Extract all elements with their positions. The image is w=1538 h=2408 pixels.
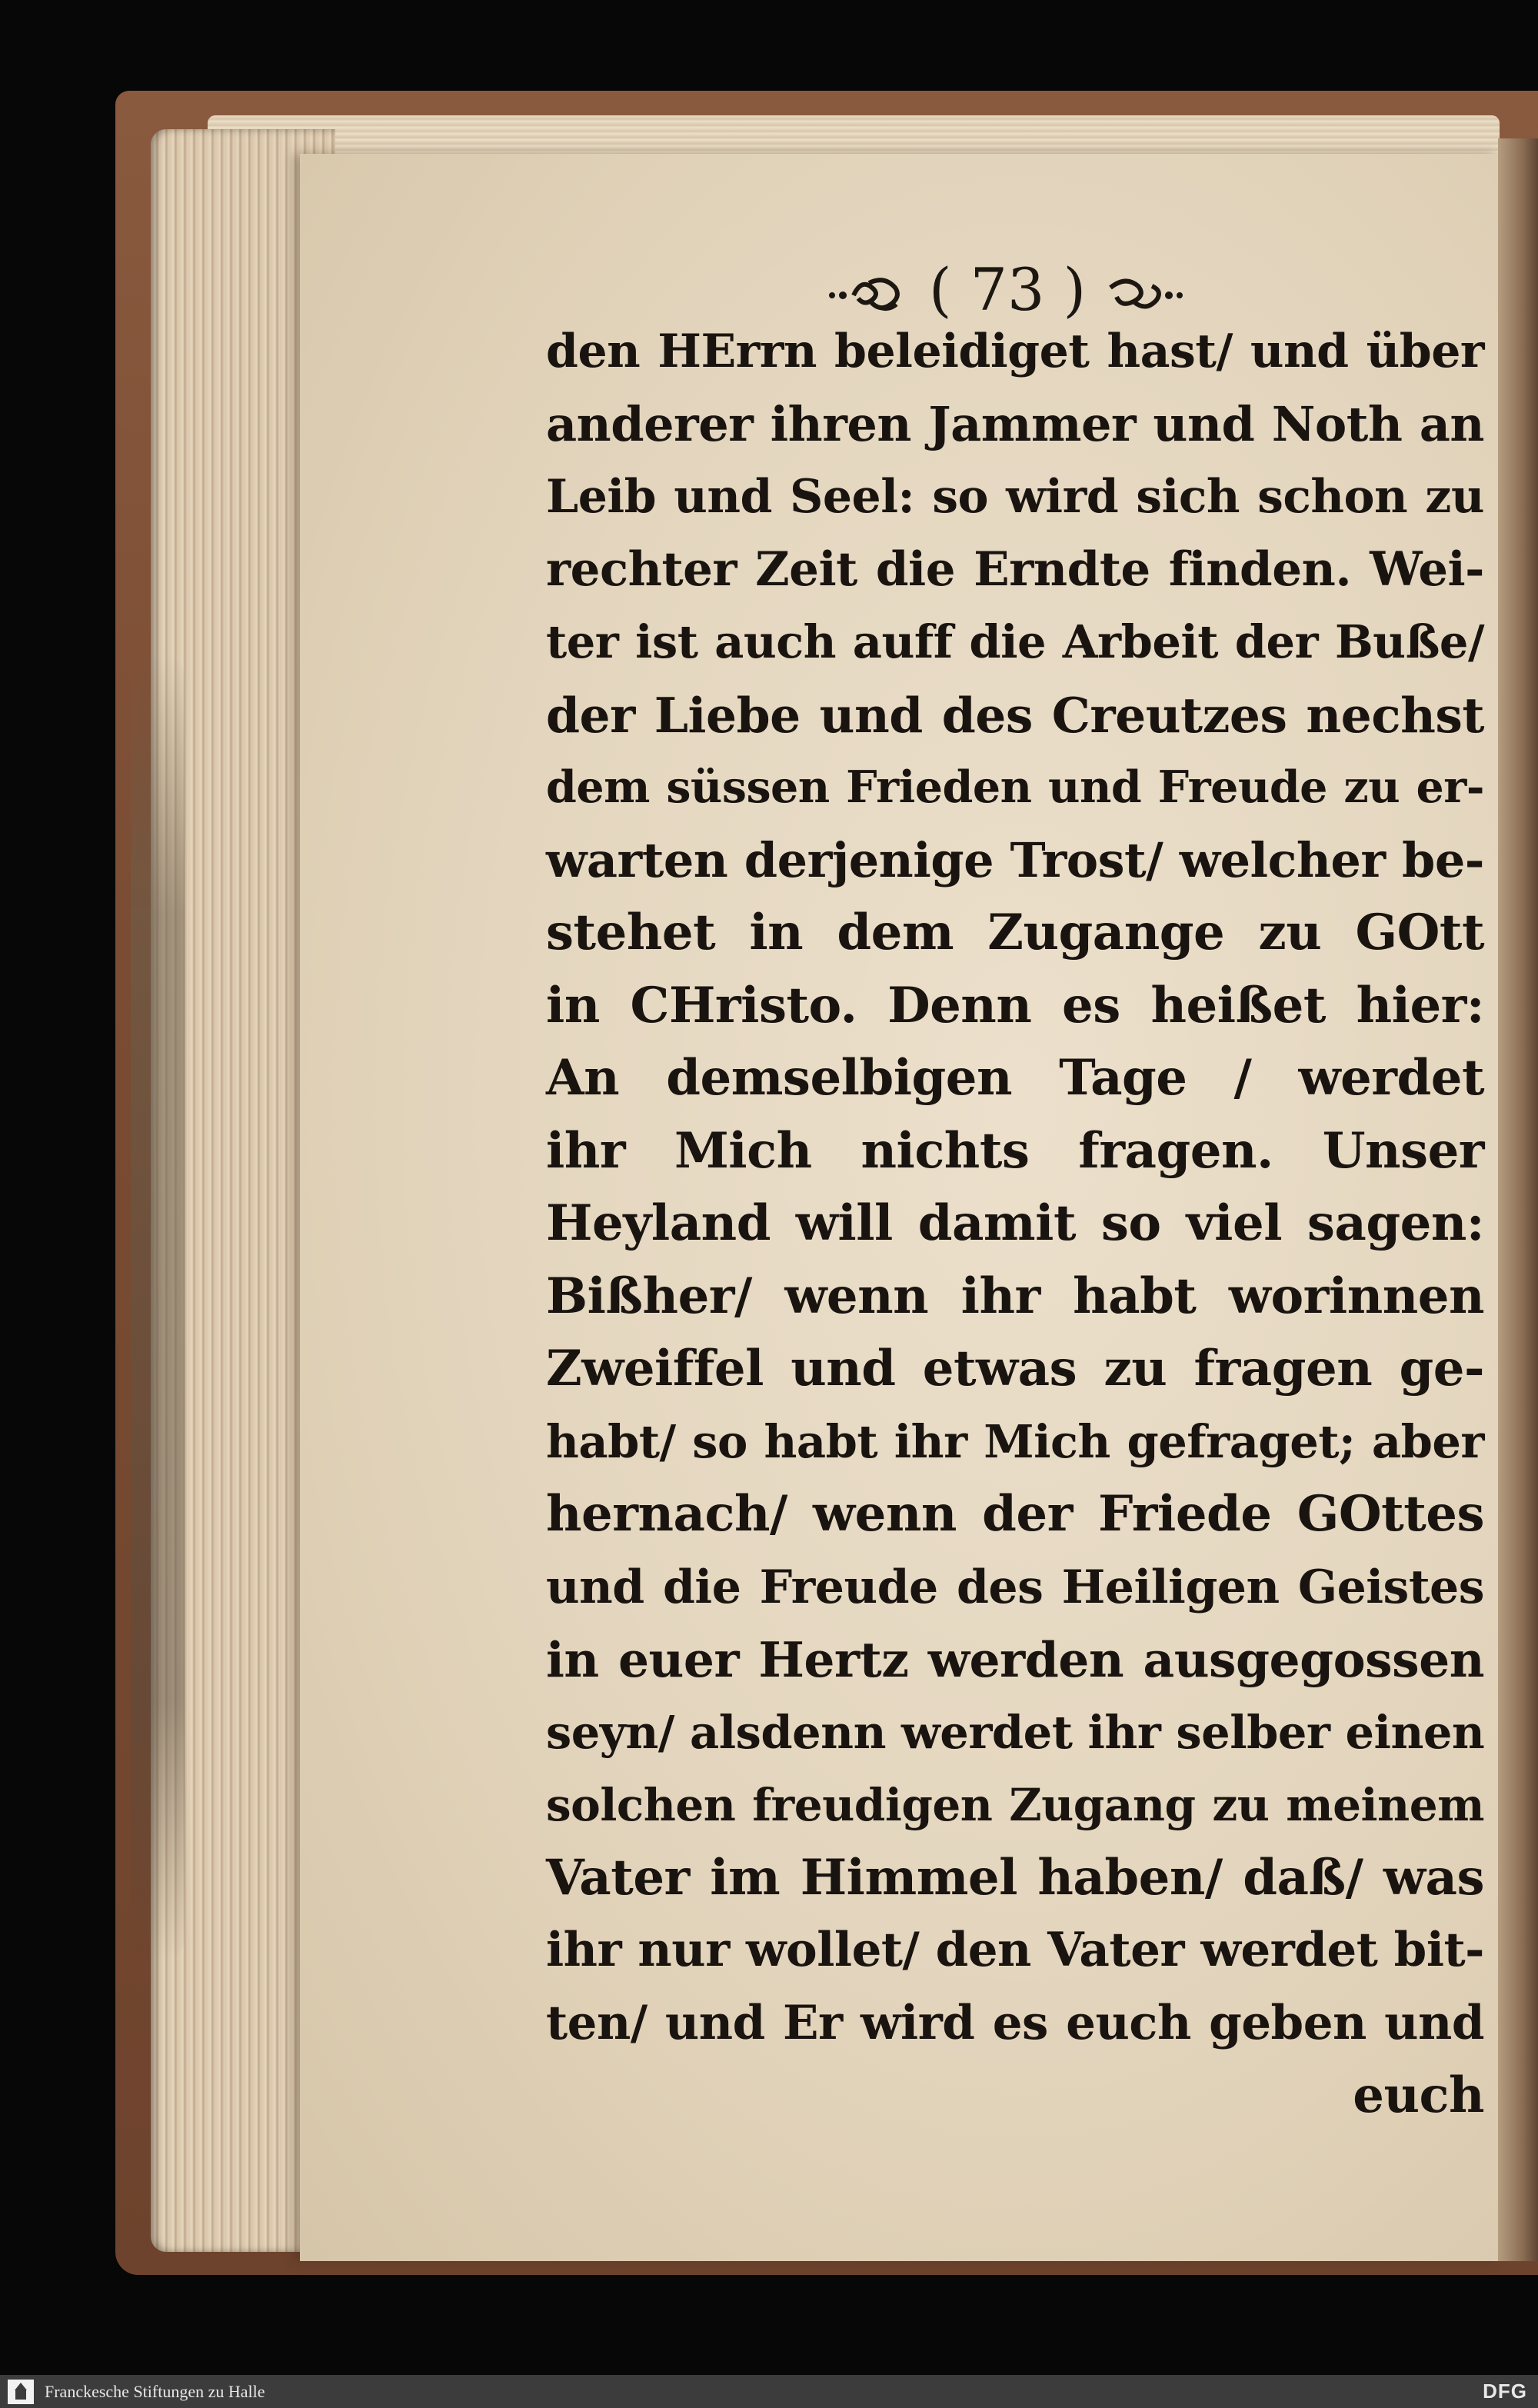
text-line: Zweiffel und etwas zu fragen ge- [546, 1340, 1484, 1397]
text-line: und die Freude des Heiligen Geistes [546, 1560, 1484, 1614]
catchword: euch [1353, 2067, 1484, 2124]
dfg-logo: DFG [1483, 2380, 1527, 2403]
text-line: dem süssen Frieden und Freude zu er- [546, 761, 1484, 813]
page-text [546, 315, 1484, 2133]
text-line: ihr nur wollet/ den Vater werdet bit- [546, 1923, 1484, 1977]
institution-logo-icon [8, 2380, 34, 2404]
text-line: stehet in dem Zugange zu GOtt [546, 904, 1484, 961]
text-line: ihr Mich nichts fragen. Unser [546, 1121, 1484, 1180]
text-line: An demselbigen Tage / werdet [546, 1049, 1484, 1107]
text-line: anderer ihren Jammer und Noth an [546, 395, 1484, 452]
text-line: ter ist auch auff die Arbeit der Buße/ [546, 615, 1484, 668]
text-line: rechter Zeit die Erndte finden. Wei- [546, 541, 1484, 597]
book-page [300, 154, 1500, 2261]
viewer-footer [0, 2375, 1538, 2408]
text-line: der Liebe und des Creutzes nechst [546, 686, 1484, 744]
text-line: solchen freudigen Zugang zu meinem [546, 1779, 1484, 1831]
institution-name: Franckesche Stiftungen zu Halle [45, 2382, 265, 2401]
text-line: den HErrn beleidiget hast/ und über [546, 325, 1484, 378]
text-line: habt/ so habt ihr Mich gefraget; aber [546, 1414, 1484, 1468]
text-line: Leib und Seel: so wird sich schon zu [546, 470, 1484, 524]
text-line: hernach/ wenn der Friede GOttes [546, 1485, 1484, 1543]
text-line: in CHristo. Denn es heißet hier: [546, 976, 1484, 1034]
text-line: in euer Hertz werden ausgegossen [546, 1631, 1484, 1688]
page-number: ( 73 ) [928, 255, 1087, 324]
book-gutter [1498, 138, 1538, 2261]
text-line: Vater im Himmel haben/ daß/ was [546, 1848, 1484, 1907]
ornament-right-icon [1100, 268, 1192, 321]
cover-stain [131, 654, 185, 1961]
text-line: ten/ und Er wird es euch geben und [546, 1995, 1484, 2050]
text-line: Heyland will damit so viel sagen: [546, 1194, 1484, 1252]
ornament-left-icon [823, 268, 907, 321]
text-line: seyn/ alsdenn werdet ihr selber einen [546, 1705, 1485, 1759]
text-line: warten derjenige Trost/ welcher be- [546, 831, 1484, 888]
text-line: Bißher/ wenn ihr habt worinnen [546, 1267, 1484, 1325]
